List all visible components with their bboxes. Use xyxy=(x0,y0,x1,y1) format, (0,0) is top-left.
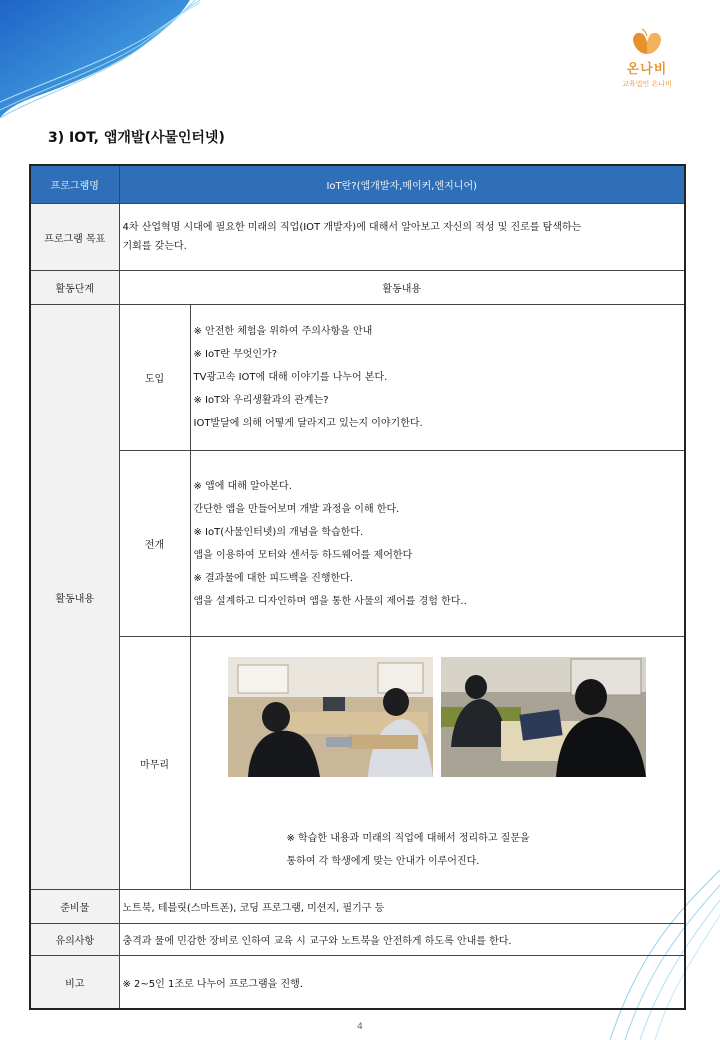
content-line: 앱을 설계하고 디자인하며 앱을 통한 사물의 제어를 경험 한다.. xyxy=(193,595,467,607)
section-title: 3) IOT, 앱개발(사물인터넷) xyxy=(48,130,225,146)
program-goal-value xyxy=(119,204,685,271)
program-goal-row xyxy=(30,204,685,271)
brand-logo xyxy=(604,28,690,98)
phase-closing-label: 마무리 xyxy=(119,637,190,890)
content-line: 앱을 이용하여 모터와 센서등 하드웨어를 제어한다 xyxy=(193,549,413,561)
content-line: 간단한 앱을 만들어보며 개발 과정을 이해 한다. xyxy=(193,503,400,515)
activity-header-row xyxy=(30,271,685,305)
note-label: 비고 xyxy=(30,956,119,1010)
content-line: ※ IoT란 무엇인가? xyxy=(193,349,278,360)
caution-row xyxy=(30,924,685,956)
content-line: ※ 학습한 내용과 미래의 직업에 대해서 정리하고 질문을 xyxy=(286,833,530,844)
stage-header: 활동단계 xyxy=(30,271,119,305)
caution-label: 유의사항 xyxy=(30,924,119,956)
goal-line: 4차 산업혁명 시대에 필요한 미래의 직업(IOT 개발자)에 대해서 알아보고 자신의 적성 및 진로를 탐색하는 xyxy=(122,222,582,233)
program-goal-label: 프로그램 목표 xyxy=(30,204,119,271)
content-line: ※ 안전한 체험을 위하여 주의사항을 안내 xyxy=(193,326,373,337)
phase-closing-content xyxy=(190,637,685,890)
content-header: 활동내용 xyxy=(119,271,685,305)
logo-name: 온나비 xyxy=(626,62,668,77)
program-name-row xyxy=(30,165,685,204)
content-line: ※ 결과물에 대한 피드백을 진행한다. xyxy=(193,572,354,584)
content-line: IOT발달에 의해 어떻게 달라지고 있는지 이야기한다. xyxy=(193,418,423,429)
program-name-value: IoT란?(앱개발자,메이커,엔지니어) xyxy=(119,165,685,204)
content-line: TV광고속 IOT에 대해 이야기를 나누어 본다. xyxy=(193,372,388,383)
content-line: 통하여 각 학생에게 맞는 안내가 이루어진다. xyxy=(286,856,480,867)
closing-row xyxy=(30,637,685,890)
development-row xyxy=(30,451,685,637)
phase-development-content xyxy=(190,451,685,637)
closing-text xyxy=(191,827,685,873)
content-line: ※ 앱에 대해 알아본다. xyxy=(193,480,292,492)
logo-subtitle: 교육법인 온나비 xyxy=(622,80,672,88)
note-value: ※ 2~5인 1조로 나누어 프로그램을 진행. xyxy=(119,956,685,1010)
materials-value: 노트북, 테블릿(스마트폰), 코딩 프로그램, 미션지, 필기구 등 xyxy=(119,890,685,924)
classroom-photo xyxy=(228,657,433,777)
activity-label: 활동내용 xyxy=(30,305,119,890)
program-table xyxy=(29,164,686,1010)
butterfly-icon xyxy=(630,28,664,56)
phase-intro-label: 도입 xyxy=(119,305,190,451)
phase-development-label: 전개 xyxy=(119,451,190,637)
goal-line: 기회를 갖는다. xyxy=(122,241,187,252)
phase-intro-content xyxy=(190,305,685,451)
caution-value: 충격과 물에 민감한 장비로 인하여 교육 시 교구와 노트북을 안전하게 하도록 안내를 한다. xyxy=(119,924,685,956)
content-line: ※ IoT(사물인터넷)의 개념을 학습한다. xyxy=(193,526,364,538)
content-line: ※ IoT와 우리생활과의 관계는? xyxy=(193,395,329,406)
materials-label: 준비물 xyxy=(30,890,119,924)
corner-wave-decoration xyxy=(0,0,200,130)
program-name-label: 프로그램명 xyxy=(30,165,119,204)
activity-photos xyxy=(191,657,685,777)
intro-row xyxy=(30,305,685,451)
note-row xyxy=(30,956,685,1010)
classroom-photo xyxy=(441,657,646,777)
page-number: 4 xyxy=(357,1022,363,1032)
materials-row xyxy=(30,890,685,924)
